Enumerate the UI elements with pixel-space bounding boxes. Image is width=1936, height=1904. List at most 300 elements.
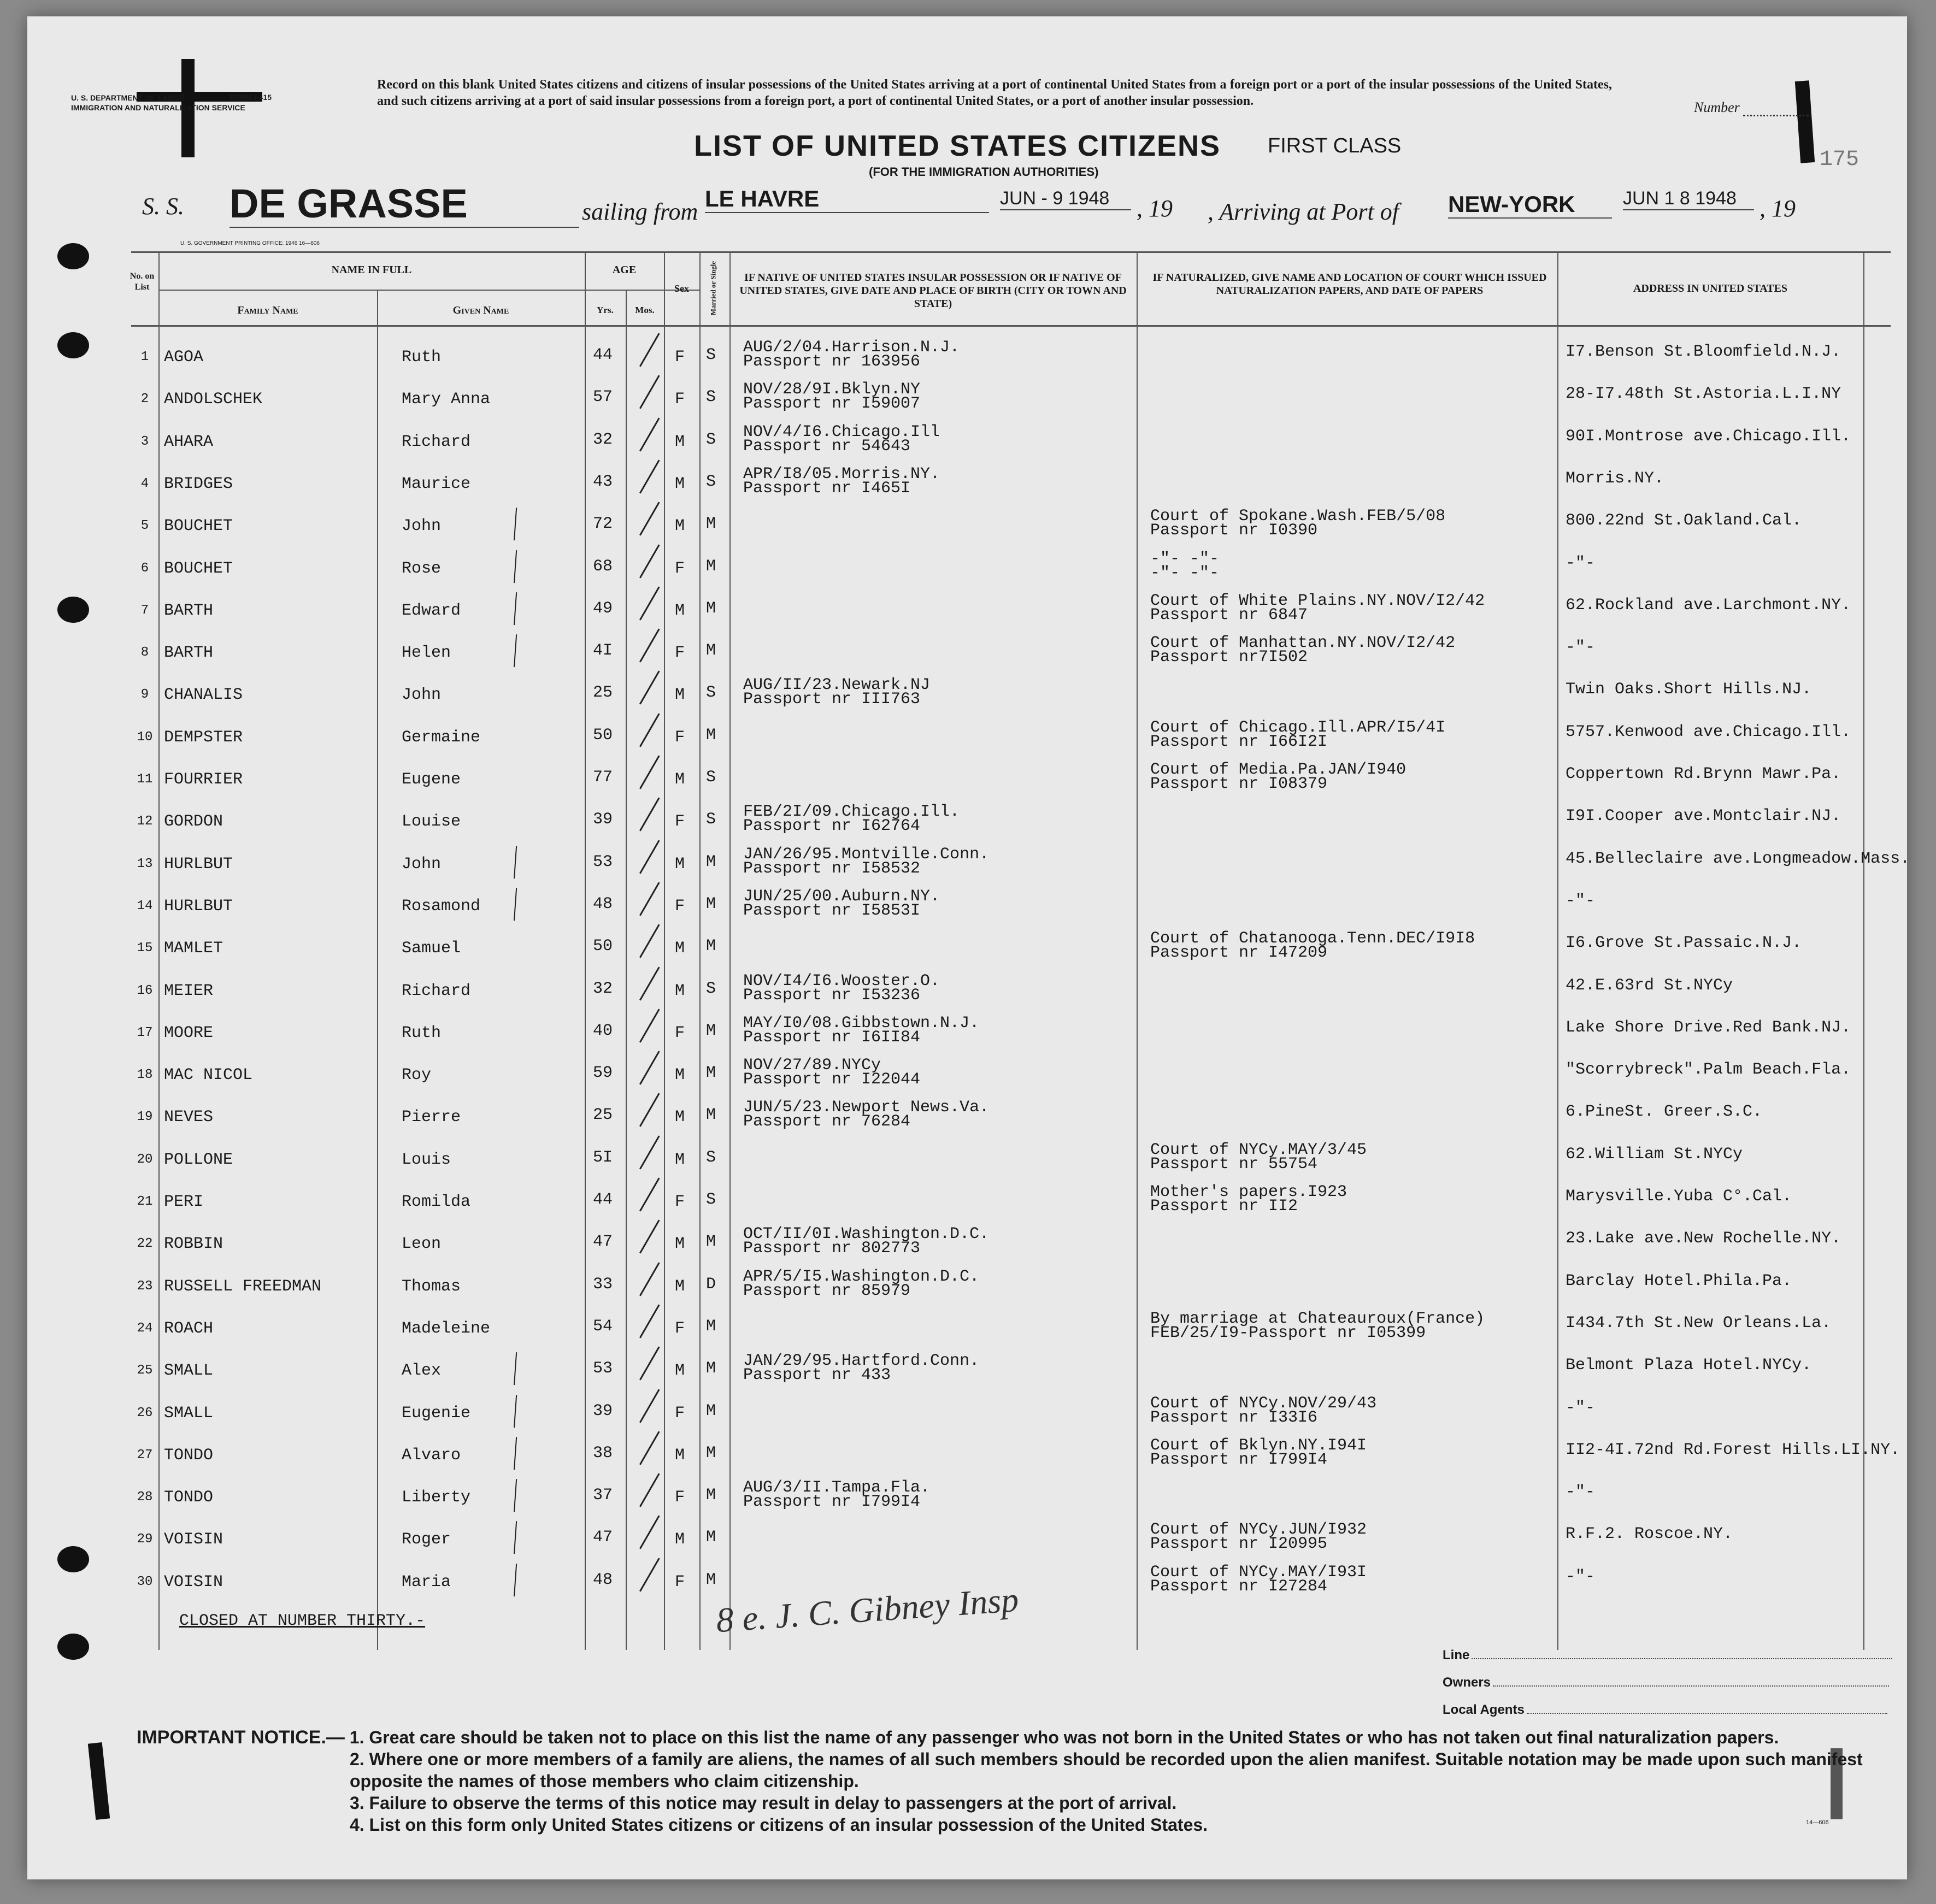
age-years: 53 — [593, 1359, 613, 1378]
notice-lead: IMPORTANT NOTICE.— — [137, 1727, 345, 1748]
naturalization-court: Court of Chicago.Ill.APR/I5/4I — [1150, 718, 1446, 737]
table-row — [131, 507, 1891, 555]
table-row — [131, 676, 1891, 723]
us-address: 45.Belleclaire ave.Longmeadow.Mass. — [1566, 849, 1910, 868]
us-address: I7.Benson St.Bloomfield.N.J. — [1566, 343, 1841, 361]
marital-status: M — [706, 557, 716, 576]
given-name: John — [402, 854, 442, 874]
row-number: 4 — [140, 476, 149, 491]
line-field — [1443, 1648, 1892, 1663]
table-row — [131, 422, 1891, 470]
pencil-bracket-mark — [514, 550, 517, 583]
us-address: -"- — [1566, 1567, 1596, 1586]
table-row — [131, 1098, 1891, 1146]
given-name: Mary Anna — [402, 390, 491, 409]
row-number: 8 — [140, 645, 149, 661]
given-name: Alex — [402, 1361, 442, 1381]
sex: F — [675, 728, 685, 747]
sex: F — [675, 897, 685, 916]
given-name: Leon — [402, 1235, 442, 1254]
agents-underline — [1527, 1713, 1887, 1714]
marital-status: M — [706, 852, 716, 871]
marital-status: M — [706, 1486, 716, 1505]
age-years: 53 — [593, 852, 613, 871]
pencil-bracket-mark — [514, 634, 517, 667]
family-name: DEMPSTER — [164, 728, 243, 747]
us-address: -"- — [1566, 1483, 1596, 1502]
birth-date-place: OCT/II/0I.Washington.D.C. — [743, 1225, 990, 1244]
header-name-in-full: NAME IN FULL — [331, 264, 412, 276]
age-years: 50 — [593, 937, 613, 956]
naturalization-court: Court of Chatanooga.Tenn.DEC/I9I8 — [1150, 929, 1475, 948]
us-address: 5757.Kenwood ave.Chicago.Ill. — [1566, 722, 1851, 741]
birth-passport: Passport nr I6II84 — [743, 1028, 921, 1047]
naturalization-passport: Passport nr I0390 — [1150, 521, 1318, 540]
us-address: Morris.NY. — [1566, 469, 1664, 488]
family-name: POLLONE — [164, 1150, 233, 1169]
family-name: MAC NICOL — [164, 1066, 253, 1085]
marital-status: M — [706, 894, 716, 913]
birth-date-place: JAN/29/95.Hartford.Conn. — [743, 1352, 980, 1371]
pencil-check-mark — [639, 333, 660, 367]
sex: M — [675, 517, 685, 536]
naturalization-passport: Passport nr I799I4 — [1150, 1450, 1328, 1469]
row-number: 13 — [137, 856, 153, 871]
naturalization-court: Court of Manhattan.NY.NOV/I2/42 — [1150, 634, 1456, 653]
birth-passport: Passport nr I22044 — [743, 1070, 921, 1089]
given-name: Louis — [402, 1150, 451, 1169]
age-years: 48 — [593, 894, 613, 913]
naturalization-court: Court of NYCy.MAY/I93I — [1150, 1563, 1367, 1582]
marital-status: S — [706, 388, 716, 407]
punch-hole — [57, 332, 89, 358]
birth-passport: Passport nr I62764 — [743, 817, 921, 836]
sex: F — [675, 1023, 685, 1042]
birth-date-place: APR/I8/05.Morris.NY. — [743, 464, 940, 484]
header-given-name: Given Name — [452, 304, 509, 316]
us-address: 28-I7.48th St.Astoria.L.I.NY — [1566, 385, 1841, 404]
notice-item: 1. Great care should be taken not to place on this list the name of any passenger who was not born in the United States or who has not taken out final naturalization papers. — [349, 1728, 1779, 1747]
line-underline — [1472, 1658, 1892, 1659]
table-row — [131, 464, 1891, 512]
us-address: Marysville.Yuba C°.Cal. — [1566, 1187, 1792, 1206]
marital-status: M — [706, 1443, 716, 1463]
notice-item: 4. List on this form only United States citizens or citizens of an insular possession of the United States. — [350, 1815, 1208, 1835]
page-title: LIST OF UNITED STATES CITIZENS — [694, 129, 1221, 162]
row-number: 18 — [137, 1068, 153, 1083]
agency-line: IMMIGRATION AND NATURALIZATION SERVICE — [71, 103, 245, 112]
family-name: NEVES — [164, 1108, 214, 1127]
marital-status: D — [706, 1275, 716, 1294]
us-address: -"- — [1566, 638, 1596, 657]
naturalization-court: Court of Bklyn.NY.I94I — [1150, 1436, 1367, 1455]
naturalization-passport: Passport nr I47209 — [1150, 944, 1328, 963]
header-mos: Mos. — [635, 305, 655, 315]
marital-status: M — [706, 1233, 716, 1252]
form-number: FORM I-415 — [230, 93, 272, 102]
table-row — [131, 338, 1891, 386]
manifest-sheet — [27, 16, 1910, 1879]
row-number: 1 — [140, 350, 149, 364]
table-row — [131, 1394, 1891, 1442]
row-number: 21 — [137, 1194, 153, 1209]
marital-status: S — [706, 768, 716, 787]
table-row — [131, 971, 1891, 1019]
header-naturalization: IF NATURALIZED, GIVE NAME AND LOCATION OF COURT WHICH ISSUED NATURALIZATION PAPERS, AND DATE OF PAPERS — [1152, 272, 1547, 297]
birth-passport: Passport nr I465I — [743, 479, 911, 498]
age-years: 54 — [593, 1317, 613, 1336]
table-rule — [158, 290, 699, 291]
marker-number-one-bottom-left — [88, 1742, 110, 1820]
sex: M — [675, 939, 685, 958]
header-sex: Sex — [674, 283, 689, 294]
sex: M — [675, 981, 685, 1000]
sex: M — [675, 601, 685, 620]
important-notice — [137, 1726, 1885, 1836]
age-years: 25 — [593, 683, 613, 703]
family-name: AGOA — [164, 348, 204, 367]
header-yrs: Yrs. — [597, 305, 614, 315]
notice-item: 3. Failure to observe the terms of this notice may result in delay to passengers at the port of arrival. — [350, 1793, 1177, 1813]
ss-label: S. S. — [142, 193, 184, 220]
marital-status: M — [706, 1528, 716, 1547]
owners-label: Owners — [1443, 1675, 1491, 1690]
given-name: Richard — [402, 432, 471, 451]
table-row — [131, 1183, 1891, 1230]
sex: M — [675, 770, 685, 789]
us-address: -"- — [1566, 1398, 1596, 1417]
age-years: 48 — [593, 1570, 613, 1589]
row-number: 17 — [137, 1025, 153, 1040]
us-address: Coppertown Rd.Brynn Mawr.Pa. — [1566, 765, 1841, 783]
given-name: Rose — [402, 559, 442, 578]
pencil-bracket-mark — [514, 1479, 517, 1512]
age-years: 32 — [593, 979, 613, 998]
age-years: 49 — [593, 599, 613, 618]
row-number: 29 — [137, 1532, 153, 1547]
sex: M — [675, 1361, 685, 1381]
sex: M — [675, 1530, 685, 1549]
age-years: 33 — [593, 1275, 613, 1294]
us-address: "Scorrybreck".Palm Beach.Fla. — [1566, 1060, 1851, 1080]
record-instructions: Record on this blank United States citizens and citizens of insular possessions of the United States arriving at a port of continental United States from a foreign port or a port of the insular possessions of the United States, and such citizens arriving at a port of said insular possessions from a foreign port, a port of continental United States, or a port of another insular possession. — [377, 78, 1612, 108]
birth-date-place: AUG/3/II.Tampa.Fla. — [743, 1478, 931, 1498]
age-years: 47 — [593, 1528, 613, 1547]
sex: M — [675, 1150, 685, 1169]
marital-status: M — [706, 641, 716, 661]
page-subtitle: (FOR THE IMMIGRATION AUTHORITIES) — [869, 165, 1099, 179]
marital-status: S — [706, 1190, 716, 1209]
given-name: Louise — [402, 812, 461, 832]
table-row — [131, 1309, 1891, 1357]
birth-date-place: JUN/5/23.Newport News.Va. — [743, 1098, 990, 1117]
given-name: Madeleine — [402, 1319, 491, 1338]
us-address: 6.PineSt. Greer.S.C. — [1566, 1103, 1763, 1122]
table-row — [131, 380, 1891, 428]
age-years: 50 — [593, 726, 613, 745]
punch-hole — [57, 1634, 89, 1660]
age-years: 5I — [593, 1148, 613, 1167]
pencil-bracket-mark — [514, 508, 517, 540]
birth-date-place: JUN/25/00.Auburn.NY. — [743, 887, 940, 906]
given-name: Romilda — [402, 1193, 471, 1211]
age-years: 44 — [593, 346, 613, 364]
number-label: Number — [1694, 99, 1740, 115]
given-name: John — [402, 686, 442, 705]
table-row — [131, 887, 1891, 935]
naturalization-passport: Passport nr I27284 — [1150, 1577, 1328, 1596]
birth-date-place: AUG/2/04.Harrison.N.J. — [743, 338, 960, 357]
given-name: Helen — [402, 644, 451, 663]
family-name: ANDOLSCHEK — [164, 390, 263, 409]
birth-date-place: NOV/4/I6.Chicago.Ill — [743, 422, 940, 441]
row-number: 3 — [140, 434, 149, 449]
age-years: 39 — [593, 810, 613, 829]
family-name: HURLBUT — [164, 897, 233, 916]
naturalization-court: Court of Media.Pa.JAN/I940 — [1150, 761, 1407, 779]
us-address: I9I.Cooper ave.Montclair.NJ. — [1566, 807, 1841, 826]
arrival-port: NEW-YORK — [1448, 191, 1612, 219]
sex: M — [675, 432, 685, 451]
birth-date-place: NOV/I4/I6.Wooster.O. — [743, 971, 940, 991]
year-label: , 19 — [1760, 195, 1796, 222]
header-address: ADDRESS IN UNITED STATES — [1633, 282, 1788, 294]
ship-name: DE GRASSE — [230, 180, 579, 228]
age-years: 57 — [593, 388, 613, 407]
us-address: I6.Grove St.Passaic.N.J. — [1566, 934, 1802, 953]
family-name: HURLBUT — [164, 854, 233, 874]
row-number: 5 — [140, 518, 149, 534]
row-number: 7 — [140, 603, 149, 618]
pencil-bracket-mark — [514, 1352, 517, 1385]
naturalization-court: Court of Spokane.Wash.FEB/5/08 — [1150, 507, 1446, 526]
sex: F — [675, 1488, 685, 1507]
us-address: -"- — [1566, 553, 1596, 573]
birth-passport: Passport nr 76284 — [743, 1112, 911, 1131]
marital-status: M — [706, 1106, 716, 1125]
age-years: 39 — [593, 1401, 613, 1420]
sex: M — [675, 1108, 685, 1127]
age-years: 59 — [593, 1064, 613, 1083]
agency-name — [71, 93, 245, 113]
notice-item: 2. Where one or more members of a family are aliens, the names of all such members should be recorded upon the alien manifest. Suitable notation may be made upon such manifest opposite the names of those members who claim citizenship. — [350, 1749, 1863, 1791]
naturalization-passport: FEB/25/I9-Passport nr I05399 — [1150, 1323, 1426, 1342]
marital-status: S — [706, 1148, 716, 1167]
punch-hole — [57, 597, 89, 623]
family-name: PERI — [164, 1193, 204, 1211]
us-address: II2-4I.72nd Rd.Forest Hills.LI.NY. — [1566, 1440, 1900, 1459]
table-row — [131, 549, 1891, 597]
sex: M — [675, 1066, 685, 1085]
punch-hole — [57, 243, 89, 269]
marital-status: S — [706, 979, 716, 998]
sex: F — [675, 1193, 685, 1211]
header-age: AGE — [612, 264, 637, 276]
row-number: 30 — [137, 1574, 153, 1589]
marital-status: S — [706, 472, 716, 491]
given-name: Pierre — [402, 1108, 461, 1127]
table-row — [131, 1267, 1891, 1315]
birth-date-place: FEB/2I/09.Chicago.Ill. — [743, 803, 960, 822]
table-rule — [131, 325, 1891, 327]
given-name: Alvaro — [402, 1446, 461, 1465]
row-number: 2 — [140, 392, 149, 407]
given-name: Ruth — [402, 348, 442, 367]
sex: F — [675, 812, 685, 832]
sex: F — [675, 644, 685, 663]
given-name: Rosamond — [402, 897, 481, 916]
table-row — [131, 634, 1891, 681]
birth-passport: Passport nr I59007 — [743, 394, 921, 414]
naturalization-court: Mother's papers.I923 — [1150, 1183, 1347, 1201]
us-address: 23.Lake ave.New Rochelle.NY. — [1566, 1229, 1841, 1248]
us-address: R.F.2. Roscoe.NY. — [1566, 1525, 1733, 1544]
marital-status: M — [706, 1317, 716, 1336]
table-row — [131, 591, 1891, 639]
us-address: Twin Oaks.Short Hills.NJ. — [1566, 680, 1812, 699]
given-name: Edward — [402, 601, 461, 620]
family-name: BOUCHET — [164, 517, 233, 536]
year-label: , 19 — [1137, 195, 1173, 222]
owners-field — [1443, 1675, 1889, 1690]
arrival-date: JUN 1 8 1948 — [1623, 188, 1754, 210]
us-address: Barclay Hotel.Phila.Pa. — [1566, 1271, 1792, 1290]
printing-office-line: U. S. GOVERNMENT PRINTING OFFICE: 1946 16—606 — [180, 240, 320, 246]
header-native-birthplace: IF NATIVE OF UNITED STATES INSULAR POSSESSION OR IF NATIVE OF UNITED STATES, GIVE DATE AND PLACE OF BIRTH (CITY OR TOWN AND STATE) — [739, 272, 1127, 310]
marital-status: S — [706, 683, 716, 703]
row-number: 19 — [137, 1110, 153, 1125]
sex: F — [675, 1319, 685, 1338]
us-address: -"- — [1566, 891, 1596, 910]
given-name: Liberty — [402, 1488, 471, 1507]
marital-status: S — [706, 430, 716, 449]
row-number: 6 — [140, 561, 149, 576]
sex: M — [675, 686, 685, 705]
row-number: 28 — [137, 1490, 153, 1505]
birth-passport: Passport nr 433 — [743, 1366, 891, 1385]
row-number: 10 — [137, 729, 153, 745]
row-number: 9 — [140, 687, 149, 703]
family-name: MAMLET — [164, 939, 223, 958]
marital-status: M — [706, 1401, 716, 1420]
us-address: 42.E.63rd St.NYCy — [1566, 976, 1733, 995]
given-name: Germaine — [402, 728, 481, 747]
pencil-bracket-mark — [514, 1522, 517, 1554]
age-years: 77 — [593, 768, 613, 787]
age-years: 44 — [593, 1190, 613, 1209]
naturalization-passport: Passport nr7I502 — [1150, 648, 1308, 667]
age-years: 32 — [593, 430, 613, 449]
family-name: ROBBIN — [164, 1235, 223, 1254]
pencil-bracket-mark — [514, 888, 517, 921]
given-name: Eugenie — [402, 1404, 471, 1423]
row-number: 11 — [137, 772, 153, 787]
naturalization-court: Court of NYCy.NOV/29/43 — [1150, 1394, 1377, 1413]
birth-date-place: MAY/I0/08.Gibbstown.N.J. — [743, 1013, 980, 1033]
us-address: Belmont Plaza Hotel.NYCy. — [1566, 1356, 1812, 1375]
marital-status: S — [706, 346, 716, 364]
marital-status: M — [706, 515, 716, 534]
given-name: Roger — [402, 1530, 451, 1549]
us-address: I434.7th St.New Orleans.La. — [1566, 1313, 1832, 1333]
naturalization-passport: Passport nr I66I2I — [1150, 732, 1328, 751]
sailing-from-label: sailing from — [582, 198, 698, 225]
given-name: Eugene — [402, 770, 461, 789]
family-name: RUSSELL FREEDMAN — [164, 1277, 322, 1296]
family-name: VOISIN — [164, 1530, 223, 1549]
punch-hole — [57, 1546, 89, 1572]
sex: M — [675, 474, 685, 493]
family-name: VOISIN — [164, 1572, 223, 1591]
header-family-name: Family Name — [237, 304, 298, 316]
marital-status: M — [706, 1021, 716, 1040]
birth-passport: Passport nr III763 — [743, 690, 921, 709]
pencil-bracket-mark — [514, 1437, 517, 1470]
given-name: Richard — [402, 981, 471, 1000]
birth-date-place: AUG/II/23.Newark.NJ — [743, 676, 931, 695]
sex: M — [675, 1277, 685, 1296]
birth-date-place: APR/5/I5.Washington.D.C. — [743, 1267, 980, 1286]
birth-date-place: NOV/28/9I.Bklyn.NY — [743, 380, 921, 399]
departure-date: JUN - 9 1948 — [1000, 188, 1131, 210]
table-row — [131, 1056, 1891, 1104]
sex: F — [675, 1404, 685, 1423]
marital-status: M — [706, 1359, 716, 1378]
agency-line: U. S. DEPARTMENT OF LABOR — [71, 93, 185, 102]
agents-field — [1443, 1702, 1887, 1718]
table-row — [131, 1352, 1891, 1399]
age-years: 47 — [593, 1233, 613, 1252]
us-address: 62.Rockland ave.Larchmont.NY. — [1566, 596, 1851, 615]
row-number: 27 — [137, 1447, 153, 1463]
naturalization-passport: Passport nr I20995 — [1150, 1535, 1328, 1554]
birth-passport: Passport nr 802773 — [743, 1239, 921, 1258]
birth-date-place: JAN/26/95.Montville.Conn. — [743, 845, 990, 864]
age-years: 72 — [593, 515, 613, 534]
owners-underline — [1493, 1685, 1889, 1687]
family-name: SMALL — [164, 1361, 214, 1381]
table-rule — [131, 251, 1891, 253]
given-name: Roy — [402, 1066, 432, 1085]
sex: M — [675, 854, 685, 874]
table-row — [131, 1520, 1891, 1568]
naturalization-passport: Passport nr 55754 — [1150, 1154, 1318, 1174]
naturalization-court: By marriage at Chateauroux(France) — [1150, 1309, 1485, 1328]
family-name: SMALL — [164, 1404, 214, 1423]
naturalization-passport: Passport nr I33I6 — [1150, 1408, 1318, 1427]
given-name: Ruth — [402, 1023, 442, 1042]
row-number: 14 — [137, 898, 153, 913]
family-name: TONDO — [164, 1446, 214, 1465]
naturalization-passport: Passport nr I08379 — [1150, 775, 1328, 793]
birth-date-place: NOV/27/89.NYCy — [743, 1056, 881, 1075]
birth-passport: Passport nr I5853I — [743, 901, 921, 920]
sex: F — [675, 559, 685, 578]
table-row — [131, 761, 1891, 808]
sex: F — [675, 1572, 685, 1591]
age-years: 37 — [593, 1486, 613, 1505]
age-years: 4I — [593, 641, 613, 661]
age-years: 25 — [593, 1106, 613, 1125]
birth-passport: Passport nr 54643 — [743, 437, 911, 456]
passenger-table — [130, 251, 1910, 1650]
family-name: BARTH — [164, 601, 214, 620]
stamp-number: 175 — [1820, 148, 1859, 172]
closed-note: CLOSED AT NUMBER THIRTY.- — [179, 1612, 426, 1630]
table-row — [131, 803, 1891, 850]
given-name: Thomas — [402, 1277, 461, 1296]
naturalization-passport: Passport nr 6847 — [1150, 605, 1308, 624]
